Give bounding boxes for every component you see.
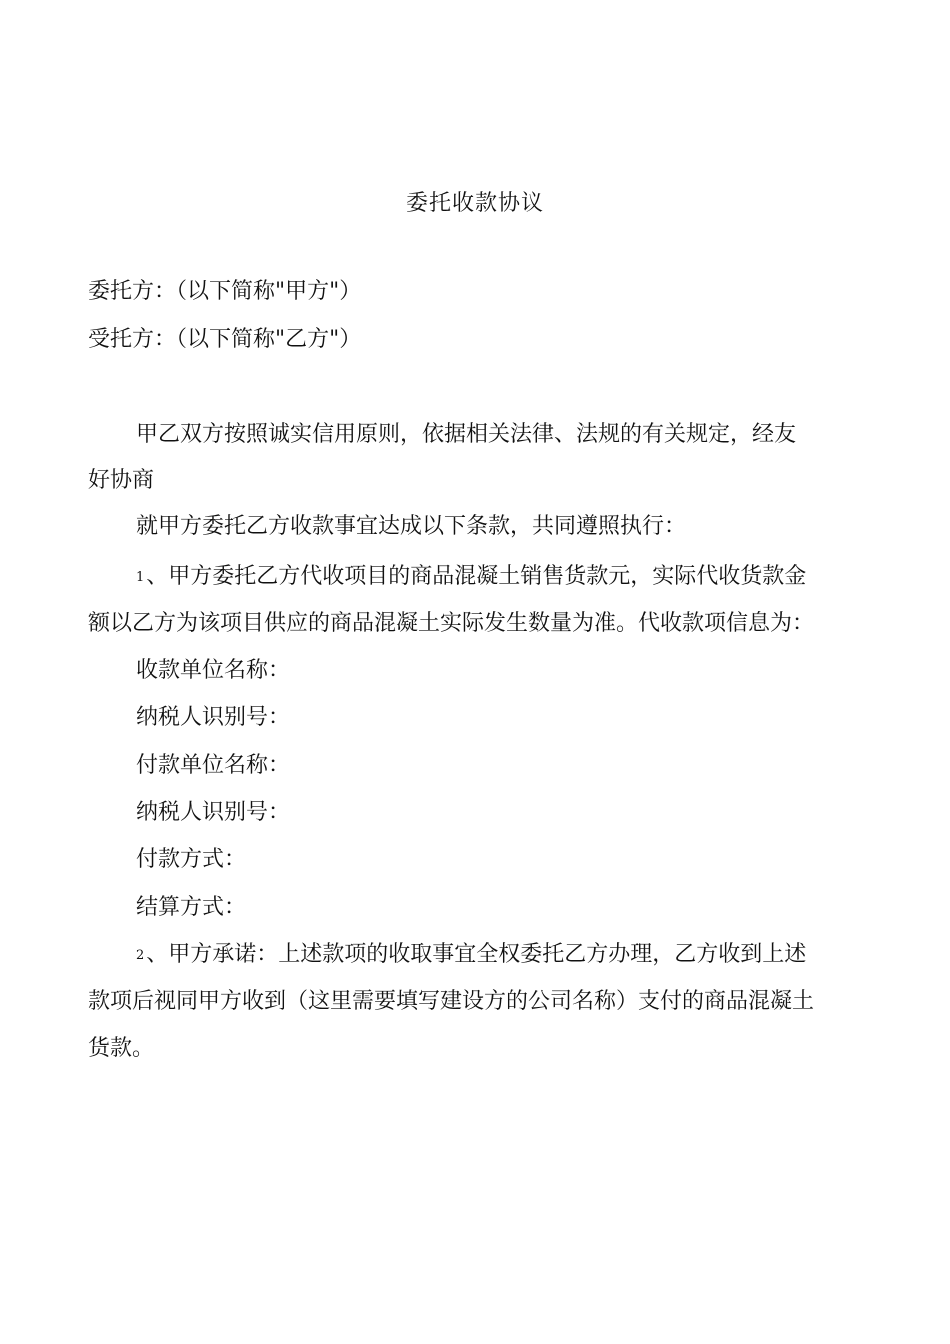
preamble-line-1: 甲乙双方按照诚实信用原则，依据相关法律、法规的有关规定，经友: [136, 422, 797, 447]
entrustor-line: 委托方：（以下简称"甲方"）: [88, 279, 362, 304]
field-payee-tax-id: 纳税人识别号：: [136, 705, 291, 730]
field-payer-tax-id: 纳税人识别号：: [136, 800, 291, 825]
field-payment-method: 付款方式：: [136, 847, 247, 872]
preamble-line-2: 好协商: [88, 468, 155, 493]
clause-1-text: 、甲方委托乙方代收项目的商品混凝土销售货款元，实际代收货款金: [146, 564, 807, 589]
field-settlement-method: 结算方式：: [136, 895, 247, 920]
document-title: 委托收款协议: [405, 191, 544, 216]
field-payee-name: 收款单位名称：: [136, 658, 291, 683]
clause-1-number: 1: [136, 570, 145, 585]
clause-2-line-2: 款项后视同甲方收到（这里需要填写建设方的公司名称）支付的商品混凝土: [88, 989, 815, 1014]
field-payer-name: 付款单位名称：: [136, 753, 291, 778]
trustee-line: 受托方：（以下简称"乙方"）: [88, 327, 362, 352]
preamble-line-3: 就甲方委托乙方收款事宜达成以下条款，共同遵照执行：: [136, 514, 687, 539]
clause-2-line-3: 货款。: [88, 1036, 155, 1061]
clause-1-line-2: 额以乙方为该项目供应的商品混凝土实际发生数量为准。代收款项信息为：: [88, 611, 815, 636]
clause-2-text: 、甲方承诺：上述款项的收取事宜全权委托乙方办理，乙方收到上述: [146, 942, 807, 967]
clause-1-line-1: [136, 562, 916, 593]
clause-2-number: 2: [136, 948, 145, 963]
clause-2-line-1: [136, 940, 916, 971]
